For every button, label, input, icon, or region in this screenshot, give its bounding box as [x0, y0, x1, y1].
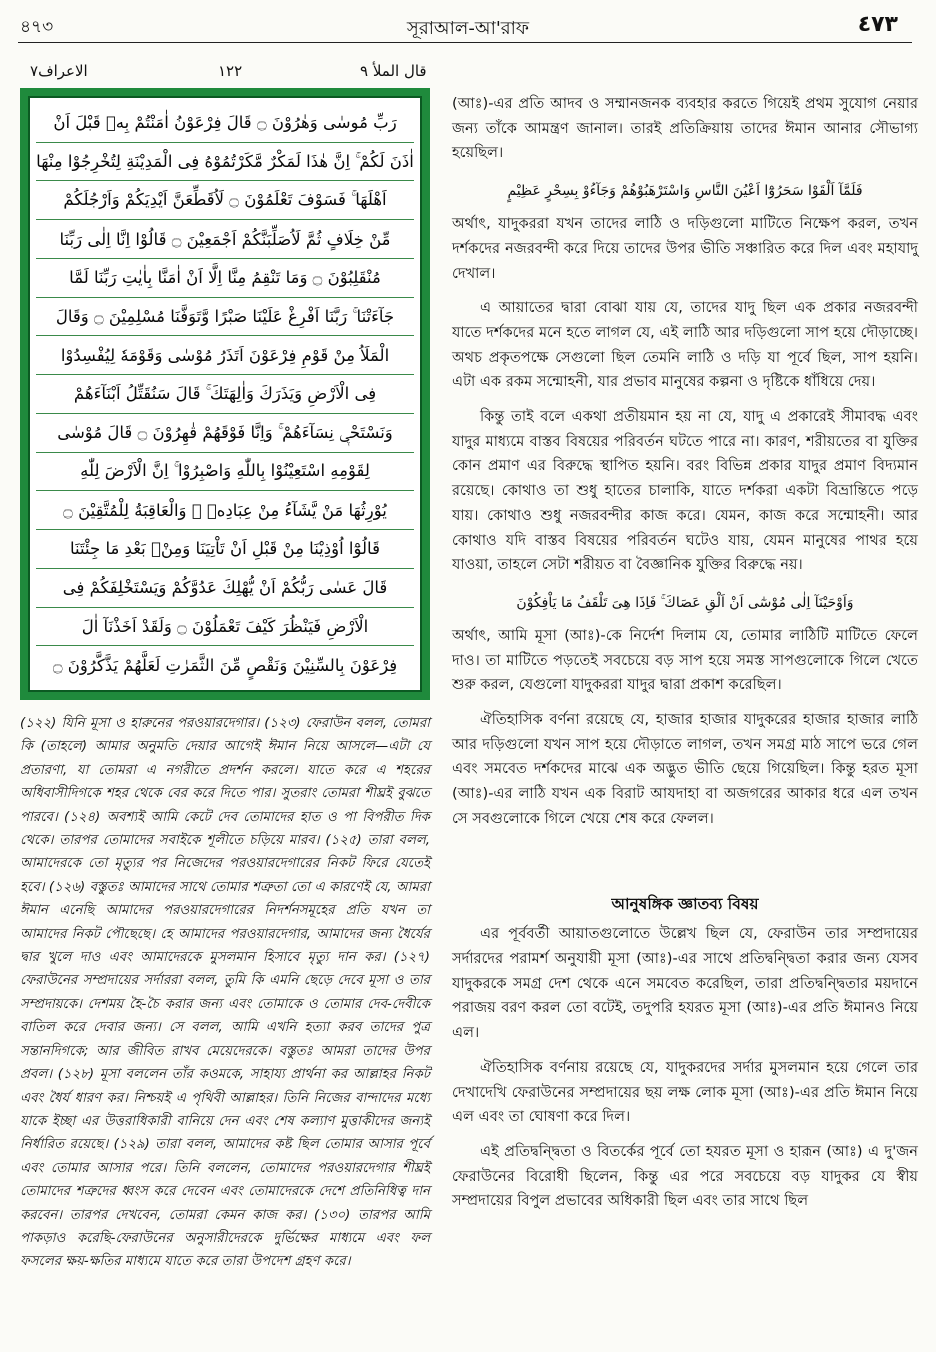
ayat-line: الْاَرْضِ فَيَنْظُرَ كَيْفَ تَعْمَلُوْنَ ۝ وَلَقَدْ اَخَذْنَآ اٰلَ	[36, 608, 414, 647]
ayat-line: قَالَ عَسٰى رَبُّكُمْ اَنْ يُّهْلِكَ عَدُوَّكُمْ وَيَسْتَخْلِفَكُمْ فِى	[36, 569, 414, 608]
header-divider	[18, 42, 912, 43]
arabic-surah-label: الاعراف٧	[30, 62, 88, 80]
bengali-translation: (১২২) যিনি মূসা ও হারুনের পরওয়ারদেগার। (১২৩) ফেরাউন বলল, তোমরা কি (তাহলে) আমার অনুমতি দেয়ার আগেই ঈমান নিয়ে আসলে—এটা যে প্রতারণা, যা তোমরা এ নগরীতে প্রদর্শন করলে। যাতে করে এ শহরের অধিবাসীদিগকে শহর থেকে বের করে দিতে পার। সুতরাং তোমরা শীঘ্রই বুঝতে পারবে। (১২৪) অবশ্যই আমি কেটে দেব তোমাদের হাত ও পা বিপরীত দিক থেকে। তারপর তোমাদের সবাইকে শূলীতে চড়িয়ে মারব। (১২৫) তারা বলল, আমাদেরকে তো মৃত্যুর পর নিজেদের পরওয়ারদেগারের নিকট ফিরে যেতেই হবে। (১২৬) বস্তুতঃ আমাদের সাথে তোমার শত্রুতা তো এ কারণেই যে, আমরা ঈমান এনেছি আমাদের পরওয়ারদেগারের নিদর্শনসমূহের প্রতি যখন তা আমাদের নিকট পৌছেছে। হে আমাদের পরওয়ারদেগার, আমাদের জন্য ধৈর্যের দ্বার খুলে দাও এবং আমাদেরকে মুসলমান হিসাবে মৃত্যু দান কর। (১২৭) ফেরাউনের সম্প্রদায়ের সর্দাররা বলল, তুমি কি এমনি ছেড়ে দেবে মূসা ও তার সম্প্রদায়কে। দেশময় হৈ-চৈ করার জন্য এবং তোমাকে ও তোমার দেব-দেবীকে বাতিল করে দেবার জন্য। সে বলল, আমি এখনি হত্যা করব তাদের পুত্র সন্তানদিগকে; আর জীবিত রাখব মেয়েদেরকে। বস্তুতঃ আমরা তাদের উপর প্রবল। (১২৮) মূসা বললেন তাঁর কওমকে, সাহায্য প্রার্থনা কর আল্লাহর নিকট এবং ধৈর্য ধারণ কর। নিশ্চয়ই এ পৃথিবী আল্লাহর। তিনি নিজের বান্দাদের মধ্যে যাকে ইচ্ছা এর উত্তরাধিকারী বানিয়ে দেন এবং শেষ কল্যাণ মুত্তাকীদের জন্যই নির্ধারিত রয়েছে। (১২৯) তারা বলল, আমাদের কষ্ট ছিল তোমার আসার পূর্বে এবং তোমার আসার পরে। তিনি বললেন, তোমাদের পরওয়ারদেগার শীঘ্রই তোমাদের শত্রুদের ধ্বংস করে দেবেন এবং তোমাদেরকে দেশে প্রতিনিধিত্ব দান করবেন। তারপর দেখবেন, তোমরা কেমন কাজ কর। (১৩০) তারপর আমি পাকড়াও করেছি-ফেরাউনের অনুসারীদেরকে দুর্ভিক্ষের মাধ্যমে এবং ফল ফসলের ক্ষয়-ক্ষতির মাধ্যমে যাতে করে তারা উপদেশ গ্রহণ করে।	[20, 716, 430, 1270]
ayat-line: وَنَسْتَحْيٖ نِسَآءَهُمْ ۚ وَاِنَّا فَوْقَهُمْ قٰهِرُوْنَ ۝ قَالَ مُوْسٰى	[36, 414, 414, 453]
commentary-paragraph: ঐতিহাসিক বর্ণনা রয়েছে যে, হাজার হাজার যাদুকরের হাজার হাজার লাঠি আর দড়িগুলো যখন সাপ হয়ে দৌড়াতে লাগল, তখন সমগ্র মাঠ সাপে ভরে গেল এবং সমবেত দর্শকদের মাঝে এক অদ্ভুত ভীতি ছেয়ে গিয়েছিল। কিন্তু হরত মূসা (আঃ)-এর লাঠি যখন এক বিরাট আযদাহা বা অজগরের আকার ধরে এল তখন সে সবগুলোকে গিলে খেয়ে শেষ করে ফেলল।	[452, 711, 918, 827]
commentary-paragraph: কিন্তু তাই বলে একথা প্রতীয়মান হয় না যে, যাদু এ প্রকারেই সীমাবদ্ধ এবং যাদুর মাধ্যমে বাস্তব বিষয়ের পরিবর্তন ঘটতে পারে না। কারণ, শরীয়তের বা যুক্তির কোন প্রমাণ এর বিরুদ্ধে স্থাপিত হয়নি। বরং বিভিন্ন প্রকার যাদুর প্রমাণ বিদ্যমান রয়েছে। কোথাও তা শুধু হাতের চালাকি, যাতে দর্শকরা একটা বিভ্রান্তিতে পড়ে যায়। কোথাও শুধু নজরবন্দীর কাজ করে। যেমন, কাজ করে সন্মোহনী। আর কোথাও যদি বাস্তব বিষয়ের পরিবর্তন ঘটেও যায়, যেমন মানুষের পাথর হয়ে যাওয়া, তাহলে সেটা শরীয়ত বা বৈজ্ঞানিক যুক্তির বিরুদ্ধে নয়।	[452, 408, 918, 574]
ayat-line: مِّنْ خِلَافٍ ثُمَّ لَاُصَلِّبَنَّكُمْ اَجْمَعِيْنَ ۝ قَالُوْا اِنَّا اِلٰى رَبِّنَا	[36, 220, 414, 259]
ayat-line: فِرْعَوْنَ بِالسِّنِيْنَ وَنَقْصٍ مِّنَ الثَّمَرٰتِ لَعَلَّهُمْ يَذَّكَّرُوْنَ ۝	[52, 655, 398, 675]
section-heading: আনুষঙ্গিক জ্ঞাতব্য বিষয়	[611, 894, 759, 913]
ayat-line: يُوْرِثُهَا مَنْ يَّشَآءُ مِنْ عِبَادِهٖ ۖ وَالْعَاقِبَةُ لِلْمُتَّقِيْنَ ۝	[36, 491, 414, 530]
surah-title: সূরাআল-আ'রাফ	[406, 18, 530, 39]
ayat-line: جَآءَتْنَا ۚ رَبَّنَا اَفْرِغْ عَلَيْنَا صَبْرًا وَّتَوَفَّنَا مُسْلِمِيْنَ ۝ وَقَالَ	[36, 298, 414, 337]
page-number-bengali: ৪৭৩	[20, 17, 54, 37]
ayat-line: فِى الْاَرْضِ وَيَذَرَكَ وَاٰلِهَتَكَ ۚ قَالَ سَنُقَتِّلُ اَبْنَآءَهُمْ	[36, 375, 414, 414]
ayat-line: اٰذَنَ لَكُمْ ۚ اِنَّ هٰذَا لَمَكْرٌ مَّكَرْتُمُوْهُ فِى الْمَدِيْنَةِ لِتُخْرِجُوْا مِنْهَا	[36, 143, 414, 182]
quran-text-frame	[20, 88, 430, 700]
ayat-line: قَالُوْٓا اُوْذِيْنَا مِنْ قَبْلِ اَنْ تَاْتِيَنَا وَمِنْۢ بَعْدِ مَا جِئْتَنَا	[36, 530, 414, 569]
ayat-line: رَبِّ مُوسٰى وَهٰرُوْنَ ۝ قَالَ فِرْعَوْنُ اٰمَنْتُمْ بِهٖ قَبْلَ اَنْ	[36, 104, 414, 143]
commentary-column	[452, 92, 918, 1224]
ayat-line: الْمَلَاُ مِنْ قَوْمِ فِرْعَوْنَ اَتَذَرُ مُوْسٰى وَقَوْمَهٗ لِيُفْسِدُوْا	[36, 336, 414, 375]
arabic-number-label: ١٢٢	[218, 62, 243, 80]
arabic-quote: فَلَمَّآ اَلْقَوْا سَحَرُوْٓا اَعْيُنَ النَّاسِ وَاسْتَرْهَبُوْهُمْ وَجَآءُوْ بِسِحْرٍ عَظِيْمٍ	[507, 183, 863, 200]
ayat-line: لِقَوْمِهِ اسْتَعِيْنُوْا بِاللّٰهِ وَاصْبِرُوْا ۚ اِنَّ الْاَرْضَ لِلّٰهِ	[36, 453, 414, 492]
ayat-line: اَهْلَهَا ۚ فَسَوْفَ تَعْلَمُوْنَ ۝ لَاُقَطِّعَنَّ اَيْدِيَكُمْ وَاَرْجُلَكُمْ	[36, 181, 414, 220]
commentary-paragraph: অর্থাৎ, যাদুকররা যখন তাদের লাঠি ও দড়িগুলো মাটিতে নিক্ষেপ করল, তখন দর্শকদের নজরবন্দী করে দিয়ে তাদের উপর ভীতি সঞ্চারিত করে দিল এবং মহাযাদু দেখাল।	[452, 215, 918, 282]
arabic-juz-label: قال الملأ ٩	[360, 62, 427, 80]
page-number-arabic: ٤٧٣	[857, 12, 898, 37]
commentary-paragraph: এই প্রতিদ্বন্দ্বিতা ও বিতর্কের পূর্বে তো হযরত মূসা ও হারূন (আঃ) এ দু'জন ফেরাউনের বিরোধী ছিলেন, কিন্তু এর পরে সবচেয়ে বড় যাদুকর যে স্বীয় সম্প্রদায়ের বিপুল প্রভাবের অধিকারী ছিল এবং তার সাথে ছিল	[452, 1142, 918, 1210]
arabic-quote: وَاَوْحَيْنَآ اِلٰى مُوْسٰٓى اَنْ اَلْقِ عَصَاكَ ۚ فَاِذَا هِىَ تَلْقَفُ مَا يَاْفِكُوْنَ	[516, 594, 854, 611]
commentary-paragraph: এ আয়াতের দ্বারা বোঝা যায় যে, তাদের যাদু ছিল এক প্রকার নজরবন্দী যাতে দর্শকদের মনে হতে লাগল যে, এই লাঠি আর দড়িগুলো সাপ হয়ে দৌড়াচ্ছে। অথচ প্রকৃতপক্ষে সেগুলো ছিল তেমনি লাঠি ও দড়ি যা পূর্বে ছিল, সাপ হয়নি। এটা এক রকম সন্মোহনী, যার প্রভাব মানুষের কল্পনা ও দৃষ্টিকে ধাঁধিয়ে দেয়।	[452, 299, 918, 391]
commentary-paragraph: (আঃ)-এর প্রতি আদব ও সম্মানজনক ব্যবহার করতে গিয়েই প্রথম সুযোগ নেয়ার জন্য তাঁকে আমন্ত্রণ জানাল। তারই প্রতিক্রিয়ায় তাদের ঈমান আনার সৌভাগ্য হয়েছিল।	[452, 95, 918, 162]
commentary-paragraph: অর্থাৎ, আমি মূসা (আঃ)-কে নির্দেশ দিলাম যে, তোমার লাঠিটি মাটিতে ফেলে দাও। তা মাটিতে পড়তেই সবচেয়ে বড় সাপ হয়ে সমস্ত সাপগুলোকে গিলে খেতে শুরু করল, যেগুলো যাদুকররা যাদুর দ্বারা প্রকাশ করেছিল।	[452, 626, 918, 694]
page-header	[0, 0, 936, 80]
ayat-line: مُنْقَلِبُوْنَ ۝ وَمَا تَنْقِمُ مِنَّا اِلَّا اَنْ اٰمَنَّا بِاٰيٰتِ رَبِّنَا لَمَّا	[36, 259, 414, 298]
ayat-block	[36, 104, 414, 684]
commentary-paragraph: ঐতিহাসিক বর্ণনায় রয়েছে যে, যাদুকরদের সর্দার মুসলমান হয়ে গেলে তার দেখাদেখি ফেরাউনের সম্প্রদায়ের ছয় লক্ষ লোক মূসা (আঃ)-এর প্রতি ঈমান নিয়ে এল এবং তা ঘোষণা করে দিল।	[452, 1058, 918, 1126]
commentary-paragraph: এর পূর্ববর্তী আয়াতগুলোতে উল্লেখ ছিল যে, ফেরাউন তার সম্প্রদায়ের সর্দারদের পরামর্শ অনুযায়ী মূসা (আঃ)-এর সাথে প্রতিদ্বন্দ্বিতা করার জন্য যেসব যাদুকরকে সমগ্র দেশ থেকে এনে সমবেত করেছিল, তারা প্রতিদ্বন্দ্বিতার ময়দানে পরাজয় বরণ করল তো বটেই, তদুপরি হযরত মূসা (আঃ)-এর প্রতি ঈমানও নিয়ে এল।	[452, 925, 918, 1042]
